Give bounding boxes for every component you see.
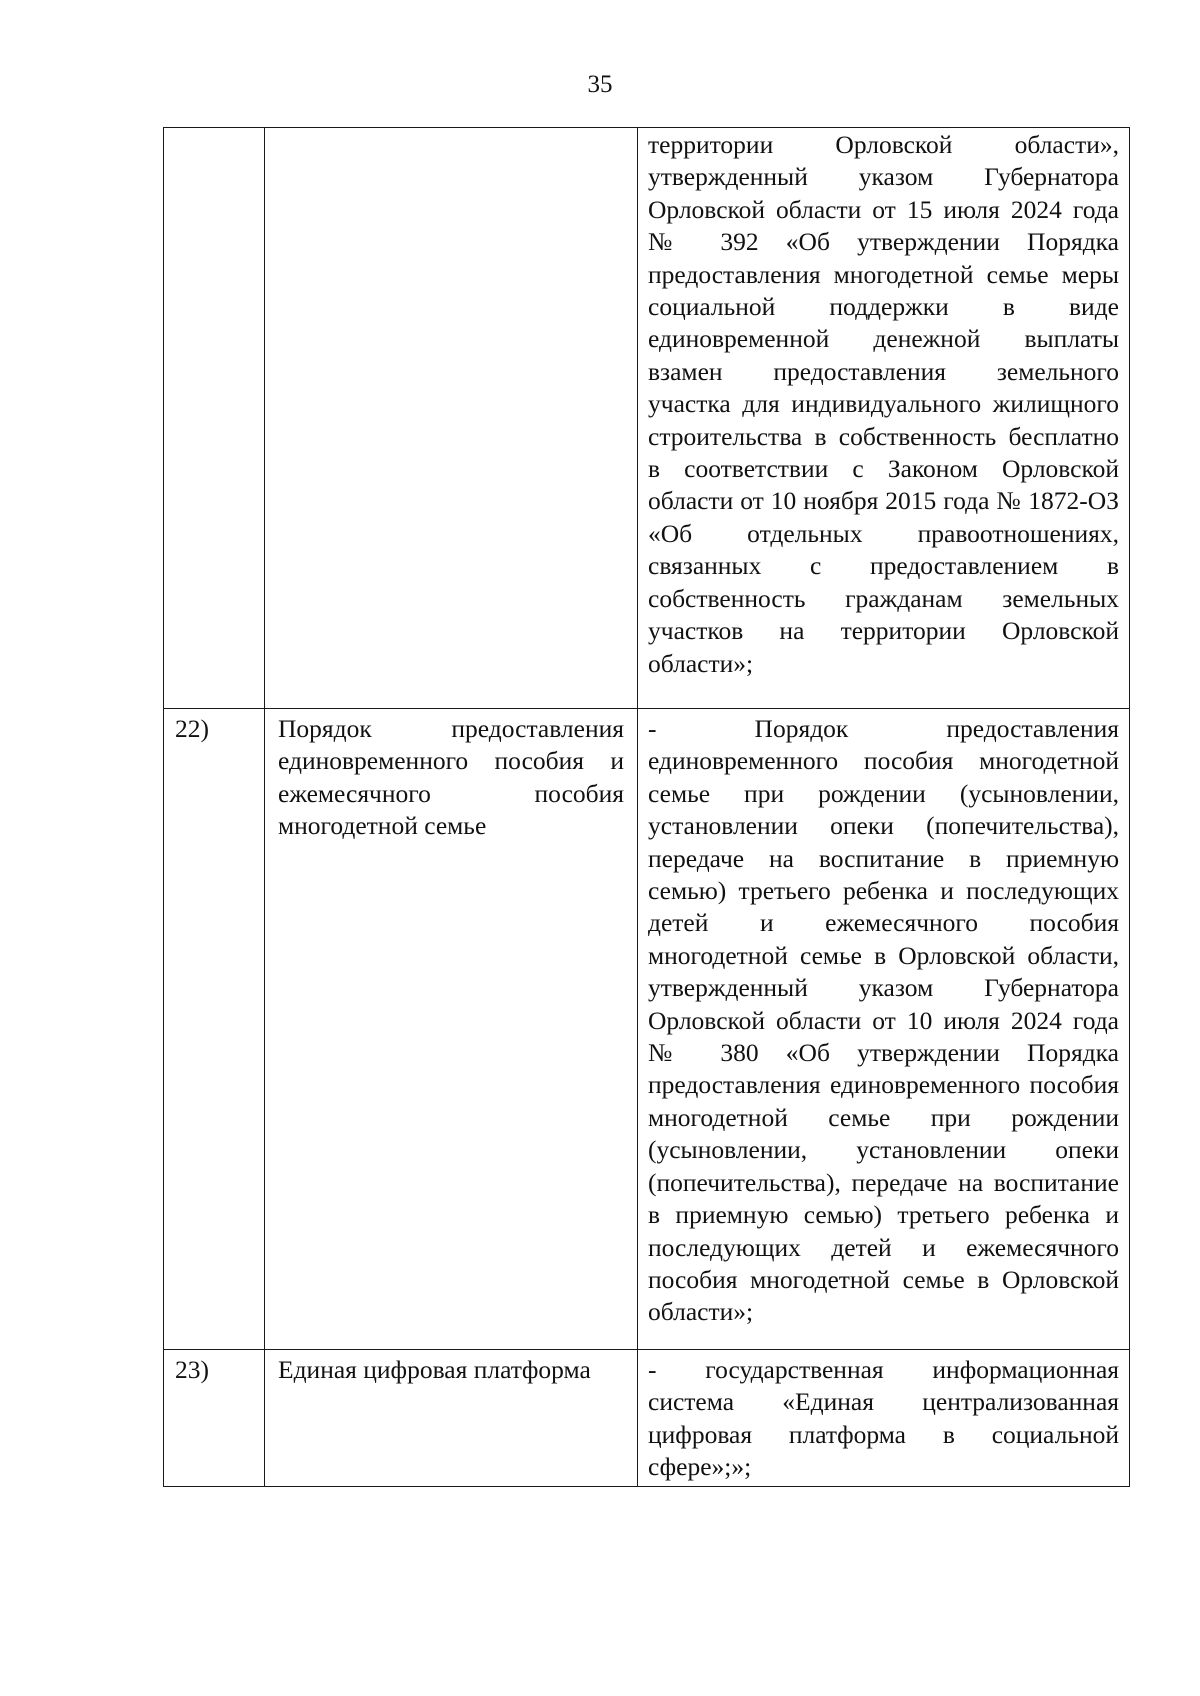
table-row — [164, 1350, 1130, 1487]
definition-text: - государственная информационная система «Единая централизованная цифровая платформа в социальной сфере»;»; — [648, 1355, 1119, 1482]
definition-text: территории Орловской области», утвержденный указом Губернатора Орловской области от 15 июля 2024 года № 392 «Об утверждении Порядка предоставления многодетной семье меры социальной поддержки в виде единовременной денежной выплаты взамен предоставления земельного участка для индивидуального жилищного строительства в собственность бесплатно в соответствии с Законом Орловской области от 10 ноября 2015 года № 1872-ОЗ «Об отдельных правоотношениях, связанных с предоставлением в собственность гражданам земельных участков на территории Орловской области»; — [648, 130, 1119, 678]
definitions-table — [163, 127, 1130, 1487]
row-number — [164, 128, 264, 132]
row-number: 22) — [175, 714, 209, 743]
table-row — [164, 128, 1130, 709]
term-text: Порядок предоставления единовременного пособия и ежемесячного пособия многодетной семье — [278, 714, 624, 841]
term-cell — [265, 1350, 638, 1487]
term-text — [265, 128, 637, 136]
definition-cell — [638, 128, 1130, 709]
term-cell — [265, 128, 638, 709]
term-text: Единая цифровая платформа — [278, 1355, 591, 1384]
row-number: 23) — [175, 1355, 209, 1384]
row-number-cell — [164, 128, 265, 709]
row-number-cell — [164, 1350, 265, 1487]
definition-cell — [638, 1350, 1130, 1487]
definition-text: - Порядок предоставления единовременного пособия многодетной семье при рождении (усыновлении, установлении опеки (попечительства), передаче на воспитание в приемную семью) третьего ребенка и последующих детей и ежемесячного пособия многодетной семье в Орловской области, утвержденный указом Губернатора Орловской области от 10 июля 2024 года № 380 «Об утверждении Порядка предоставления единовременного пособия многодетной семье при рождении (усыновлении, установлении опеки (попечительства), передаче на воспитание в приемную семью) третьего ребенка и последующих детей и ежемесячного пособия многодетной семье в Орловской области»; — [648, 714, 1119, 1327]
page-number: 35 — [587, 71, 613, 98]
definition-cell — [638, 709, 1130, 1350]
row-number-cell — [164, 709, 265, 1350]
table-row — [164, 709, 1130, 1350]
term-cell — [265, 709, 638, 1350]
